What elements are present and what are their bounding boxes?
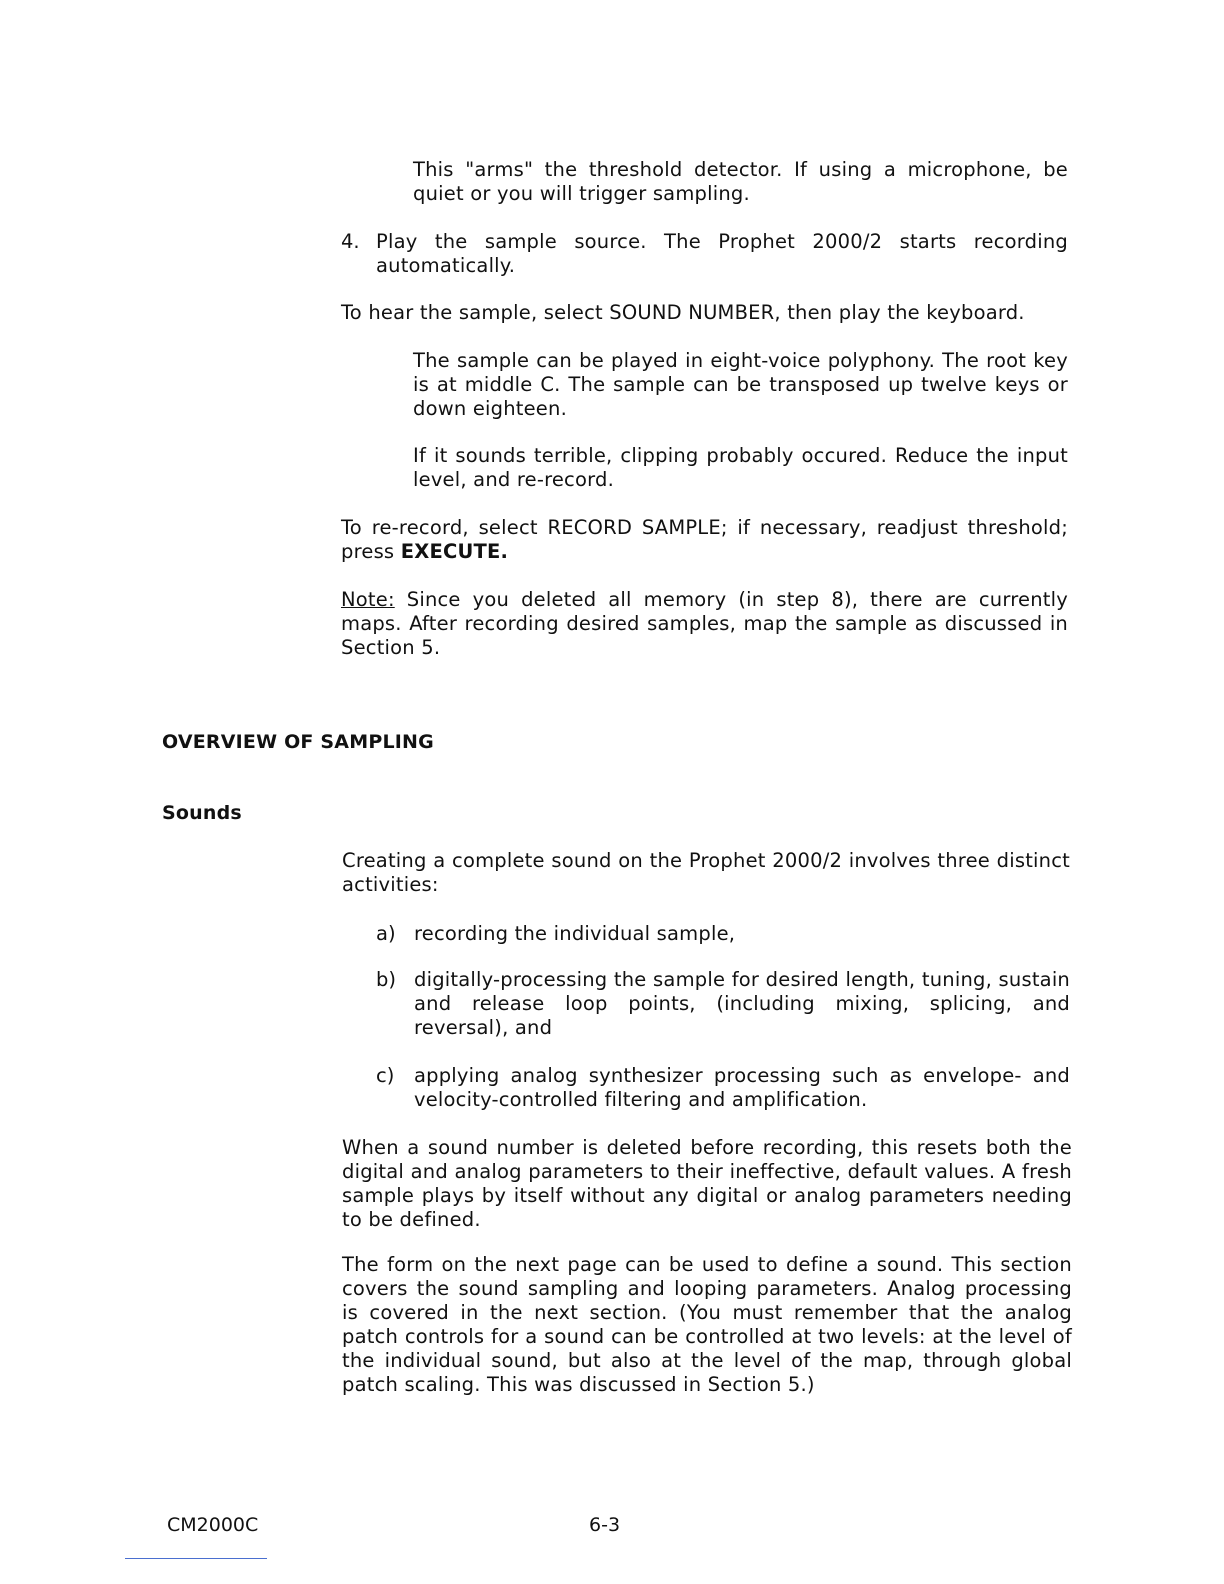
step-4-text: Play the sample source. The Prophet 2000/2 starts recording automatically. — [376, 230, 1068, 277]
page-number: 6-3 — [589, 1514, 621, 1536]
arms-paragraph: This "arms" the threshold detector. If using a microphone, be quiet or you will trigger sampling. — [413, 158, 1068, 205]
list-item-b: digitally-processing the sample for desired length, tuning, sustain and release loop points, (including mixing, splicing, and reversal), and — [414, 968, 1070, 1039]
form-paragraph: The form on the next page can be used to define a sound. This section covers the sound sampling and looping parameters. Analog processing is covered in the next section. (You must remember that the analog patch controls for a sound can be controlled at two levels: at the level of the individual sound, but also at the level of the map, through global patch scaling. This was discussed in Section 5.) — [342, 1253, 1072, 1396]
list-item-c: applying analog synthesizer processing such as envelope- and velocity-controlled filtering and amplification. — [414, 1064, 1070, 1111]
clipping-paragraph: If it sounds terrible, clipping probably occured. Reduce the input level, and re-record. — [413, 444, 1068, 491]
rerecord-text: To re-record, select RECORD SAMPLE; if necessary, readjust threshold; press — [341, 516, 1068, 563]
footer-rule — [125, 1558, 267, 1559]
rerecord-paragraph — [341, 516, 1068, 564]
hear-sample-paragraph: To hear the sample, select SOUND NUMBER, then play the keyboard. — [341, 301, 1025, 324]
section-heading: OVERVIEW OF SAMPLING — [162, 731, 434, 753]
subsection-heading: Sounds — [162, 802, 242, 824]
note-text: Since you deleted all memory (in step 8), there are currently maps. After recording desired samples, map the sample as discussed in Section 5. — [341, 588, 1068, 659]
list-marker-b: b) — [376, 968, 396, 991]
deleted-sound-paragraph: When a sound number is deleted before recording, this resets both the digital and analog parameters to their ineffective, default values. A fresh sample plays by itself without any digital or analog parameters needing to be defined. — [342, 1136, 1072, 1231]
document-code: CM2000C — [167, 1514, 259, 1536]
note-paragraph — [341, 588, 1068, 660]
list-marker-c: c) — [376, 1064, 395, 1087]
execute-label: EXECUTE. — [400, 540, 509, 563]
polyphony-paragraph: The sample can be played in eight-voice polyphony. The root key is at middle C. The sample can be transposed up twelve keys or down eighteen. — [413, 349, 1068, 420]
list-item-a: recording the individual sample, — [414, 922, 736, 945]
note-label: Note: — [341, 588, 395, 611]
step-4-number: 4. — [341, 230, 360, 253]
intro-paragraph: Creating a complete sound on the Prophet 2000/2 involves three distinct activities: — [342, 849, 1070, 896]
list-marker-a: a) — [376, 922, 396, 945]
